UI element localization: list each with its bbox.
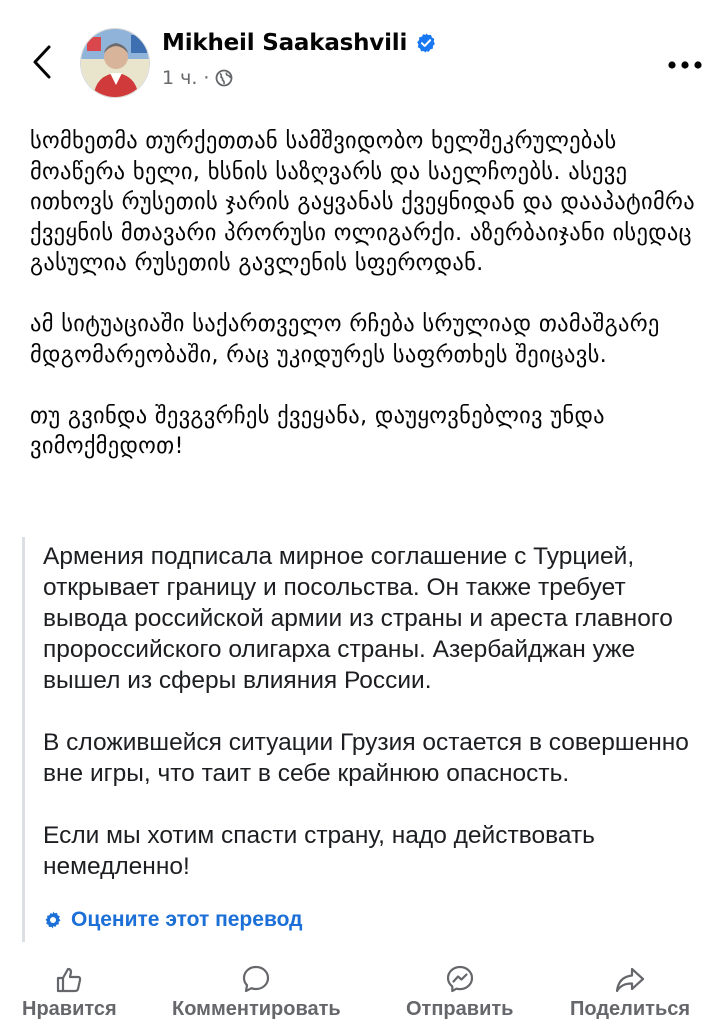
send-button[interactable] [406,958,513,1024]
gear-icon [43,910,63,930]
translation-paragraph: Если мы хотим спасти страну, надо действовать немедленно! [43,822,595,880]
comment-icon [241,964,271,994]
share-icon [615,966,645,994]
verified-badge-icon [415,32,437,54]
more-horizontal-icon [668,61,702,69]
translation-paragraph: Армения подписала мирное соглашение с Турцией, открывает границу и посольства. Он также требует вывода российской армии из страны и ареста главного пророссийского олигарха страны. Азербайджан уже вышел из сферы влияния России. [43,543,673,694]
back-button[interactable] [24,40,60,84]
rate-translation-link[interactable] [43,908,302,932]
author-name[interactable]: Mikheil Saakashvili [162,30,408,56]
avatar[interactable] [80,28,150,98]
share-button[interactable] [570,958,690,1024]
author-row [162,30,437,56]
thumbs-up-icon [55,966,83,994]
globe-icon [215,69,233,87]
post-paragraph: თუ გვინდა შევგვრჩეს ქვეყანა, დაუყოვნებლივ უნდა ვიმოქმედოთ! [30,402,605,459]
post-header [0,0,725,110]
avatar-image [81,29,150,98]
rate-translation-label: Оцените этот перевод [71,908,303,931]
post-paragraph: ამ სიტუაციაში საქართველო რჩება სრულიად თამაშგარე მდგომარეობაში, რაც უკიდურეს საფრთხეს შეიცავს. [30,311,660,368]
comment-button[interactable] [172,958,341,1024]
post-paragraph: სომხეთმა თურქეთთან სამშვიდობო ხელშეკრულებას მოაწერა ხელი, ხსნის საზღვარს და საელჩოებს. ასევე ითხოვს რუსეთის ჯარის გაყვანას ქვეყნიდან და დააპატიმრა ქვეყნის მთავარი პრორუსი ოლიგარქი. აზერბაიჯანი ისედაც გასულია რუსეთის გავლენის სფეროდან. [30,128,695,276]
meta-separator: · [203,67,210,89]
more-options-button[interactable] [660,50,710,80]
share-label: Поделиться [570,998,691,1020]
post-original-text [30,126,710,492]
like-label: Нравится [22,998,117,1020]
post-time[interactable]: 1 ч. [162,67,198,89]
chevron-left-icon [32,45,52,79]
translation-block [22,537,712,942]
messenger-icon [445,964,475,994]
like-button[interactable] [22,958,117,1024]
comment-label: Комментировать [172,998,341,1020]
post-action-bar [0,958,725,1024]
post-meta [162,67,233,89]
send-label: Отправить [406,998,514,1020]
translation-paragraph: В сложившейся ситуации Грузия остается в совершенно вне игры, что таит в себе крайнюю опасность. [43,729,689,787]
translation-text [43,537,712,882]
